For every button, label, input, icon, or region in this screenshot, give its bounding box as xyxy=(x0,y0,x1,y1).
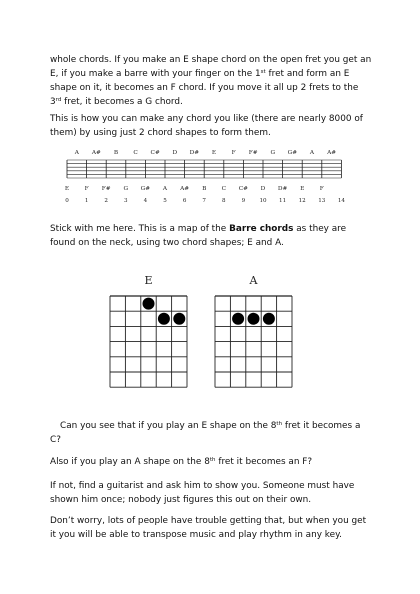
fret-note-label-top: A# xyxy=(327,150,337,156)
fret-number-label: 3 xyxy=(124,198,128,204)
fret-note-label-top: D xyxy=(172,150,178,156)
fret-note-label-bottom: E xyxy=(64,186,70,192)
fret-number-label: 11 xyxy=(279,198,287,204)
fret-note-label-bottom: G xyxy=(123,186,129,192)
fret-number-label: 4 xyxy=(143,198,148,204)
fret-note-label-top: A# xyxy=(91,150,101,156)
fret-note-label-bottom: E xyxy=(300,186,305,192)
fret-number-label: 14 xyxy=(337,198,345,204)
fret-note-label-bottom: F xyxy=(319,186,324,192)
fret-number-label: 1 xyxy=(84,198,89,204)
fret-note-label-top: C# xyxy=(150,150,160,156)
fret-number-label: 12 xyxy=(298,198,306,204)
finger-dot xyxy=(143,298,155,310)
finger-dot xyxy=(263,313,275,325)
paragraph-a-shape-question: Also if you play an A shape on the 8th fret it becomes an F? xyxy=(50,457,313,467)
fret-note-label-bottom: D xyxy=(260,186,266,192)
fret-note-label-bottom: A xyxy=(162,186,168,192)
fret-note-label-top: E xyxy=(211,150,217,156)
fret-note-label-top: C xyxy=(133,150,138,156)
fret-number-label: 9 xyxy=(241,198,246,204)
fret-number-label: 2 xyxy=(104,198,108,204)
fret-note-label-bottom: B xyxy=(202,186,207,192)
paragraph-find-guitarist: If not, find a guitarist and ask him to show you. Someone must have shown him once; nobody just figures this out on their own. xyxy=(50,481,355,505)
fret-note-label-top: A xyxy=(74,150,79,156)
fret-note-label-top: F xyxy=(231,150,236,156)
fret-note-label-bottom: F xyxy=(84,186,89,192)
finger-dot xyxy=(173,313,185,325)
fret-number-label: 8 xyxy=(222,198,226,204)
finger-dot xyxy=(248,313,260,325)
fret-note-label-bottom: C xyxy=(221,186,227,192)
fret-note-label-bottom: G# xyxy=(140,186,151,192)
fret-note-label-bottom: D# xyxy=(277,186,288,192)
finger-dot xyxy=(232,313,244,325)
paragraph-chord-shapes: whole chords. If you make an E shape chord on the open fret you get an E, if you make a barre with your finger on the 1st fret and form an E shape on it, it becomes an F chord. If you move it all up 2 frets to the 3rd fret, it becomes a G chord. xyxy=(50,55,372,107)
paragraph-barre-intro: Stick with me here. This is a map of the Barre chords as they are found on the neck, using two chord shapes; E and A. xyxy=(50,224,347,248)
chord-name-e: E xyxy=(144,274,153,287)
fret-note-label-bottom: A# xyxy=(180,186,190,192)
fret-number-label: 13 xyxy=(318,198,326,204)
fret-note-label-top: B xyxy=(113,150,119,156)
fret-note-label-top: D# xyxy=(189,150,200,156)
fret-note-label-top: A xyxy=(309,150,315,156)
fret-note-label-top: G# xyxy=(287,150,298,156)
chord-name-a: A xyxy=(249,274,258,287)
paragraph-any-chord: This is how you can make any chord you like (there are nearly 8000 of them) by using just 2 chord shapes to form them. xyxy=(50,114,363,138)
fret-number-label: 10 xyxy=(259,198,267,204)
fret-number-label: 7 xyxy=(202,198,206,204)
paragraph-dont-worry: Don’t worry, lots of people have trouble getting that, but when you get it you will be able to transpose music and play rhythm in any key. xyxy=(50,516,367,540)
fret-note-label-bottom: F# xyxy=(101,186,111,192)
fret-number-label: 0 xyxy=(65,198,69,204)
fret-number-label: 6 xyxy=(182,198,187,204)
fret-note-label-top: G xyxy=(270,150,276,156)
fret-note-label-bottom: C# xyxy=(238,186,249,192)
fret-number-label: 5 xyxy=(163,198,167,204)
paragraph-e-shape-question: Can you see that if you play an E shape on the 8th fret it becomes a C? xyxy=(50,421,361,445)
finger-dot xyxy=(158,313,170,325)
fret-note-label-top: F# xyxy=(248,150,258,156)
